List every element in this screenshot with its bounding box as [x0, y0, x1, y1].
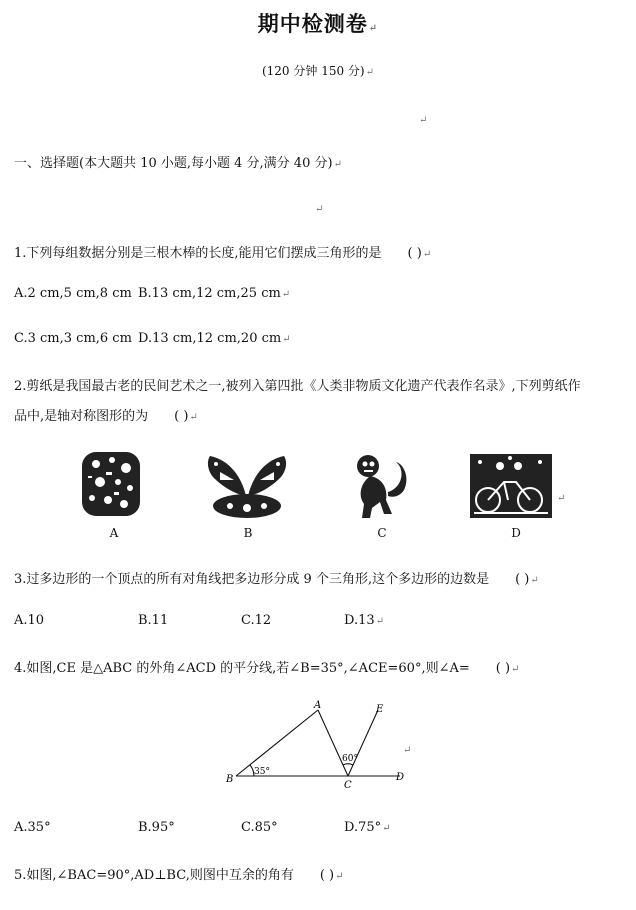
option-c: C.12 [241, 613, 272, 628]
page-title: 期中检测卷↵ [257, 11, 379, 36]
option-c: C.3 cm,3 cm,6 cm [14, 331, 132, 346]
return-mark-icon: ↵ [333, 159, 342, 170]
question-1-stem: 1.下列每组数据分别是三根木棒的长度,能用它们摆成三角形的是 ( )↵ [14, 246, 432, 261]
answer-blank: ( ) [495, 661, 511, 676]
answer-blank: ( ) [319, 868, 335, 883]
return-mark-icon: ↵ [557, 493, 566, 504]
question-1-options-row1 [14, 286, 290, 301]
answer-blank: ( ) [407, 246, 422, 261]
answer-blank: ( ) [174, 409, 189, 424]
figure-label-c: C [377, 526, 387, 540]
return-mark-icon: ↵ [189, 412, 198, 423]
angle-b-label: 35° [254, 767, 270, 777]
option-d: D.13 [344, 613, 375, 628]
question-5-stem: 5.如图,∠BAC=90°,AD⊥BC,则图中互余的角有 ( )↵ [14, 868, 344, 883]
option-a: A.2 cm,5 cm,8 cm [14, 286, 132, 301]
subtitle: (120 分钟 150 分)↵ [261, 64, 374, 78]
figure-label-b: B [243, 526, 253, 540]
point-b-label: B [226, 774, 234, 785]
triangle-figure [224, 698, 414, 794]
return-mark-icon: ↵ [282, 334, 291, 345]
question-2-line1: 2.剪纸是我国最古老的民间艺术之一,被列入第四批《人类非物质文化遗产代表作名录》,下列剪纸作 [14, 379, 581, 394]
return-mark-icon: ↵ [530, 575, 539, 586]
return-mark-icon: ↵ [403, 745, 412, 756]
point-a-label: A [314, 700, 322, 711]
figure-label-a: A [109, 526, 119, 540]
option-b: B.95° [138, 820, 175, 835]
question-1-options-row2 [14, 331, 291, 346]
papercut-d-cyclists-image [468, 452, 554, 520]
angle-c-label: 60° [342, 754, 358, 764]
return-mark-icon: ↵ [365, 67, 374, 78]
section-heading: 一、选择题(本大题共 10 小题,每小题 4 分,满分 40 分)↵ [14, 156, 342, 171]
return-mark-icon: ↵ [511, 664, 520, 675]
option-c: C.85° [241, 820, 278, 835]
return-mark-icon: ↵ [368, 23, 379, 34]
option-a: A.10 [14, 613, 45, 628]
question-3-stem: 3.过多边形的一个顶点的所有对角线把多边形分成 9 个三角形,这个多边形的边数是 ( )↵ [14, 572, 539, 587]
papercut-b-fish-image [200, 450, 294, 520]
option-b: B.13 cm,12 cm,25 cm [138, 286, 281, 301]
return-mark-icon: ↵ [335, 871, 344, 882]
return-mark-icon: ↵ [315, 204, 324, 215]
return-mark-icon: ↵ [375, 616, 385, 627]
return-mark-icon: ↵ [422, 249, 432, 260]
papercut-c-monkey-image [348, 452, 412, 522]
answer-blank: ( ) [515, 572, 530, 587]
point-d-label: D [396, 772, 405, 783]
question-4-stem: 4.如图,CE 是△ABC 的外角∠ACD 的平分线,若∠B=35°,∠ACE=60°,则∠A= ( )↵ [14, 661, 520, 676]
figure-label-d: D [511, 526, 521, 540]
return-mark-icon: ↵ [382, 823, 391, 834]
papercut-a-image [78, 448, 144, 520]
return-mark-icon: ↵ [281, 289, 291, 300]
question-4-options [14, 820, 391, 835]
option-a: A.35° [14, 820, 51, 835]
point-c-label: C [344, 780, 352, 791]
option-d: D.13 cm,12 cm,20 cm [138, 331, 282, 346]
option-d: D.75° [344, 820, 382, 835]
point-e-label: E [376, 704, 384, 715]
question-2-line2: 品中,是轴对称图形的为 ( )↵ [14, 409, 198, 424]
question-3-options [14, 613, 384, 628]
return-mark-icon: ↵ [419, 115, 428, 126]
option-b: B.11 [138, 613, 169, 628]
